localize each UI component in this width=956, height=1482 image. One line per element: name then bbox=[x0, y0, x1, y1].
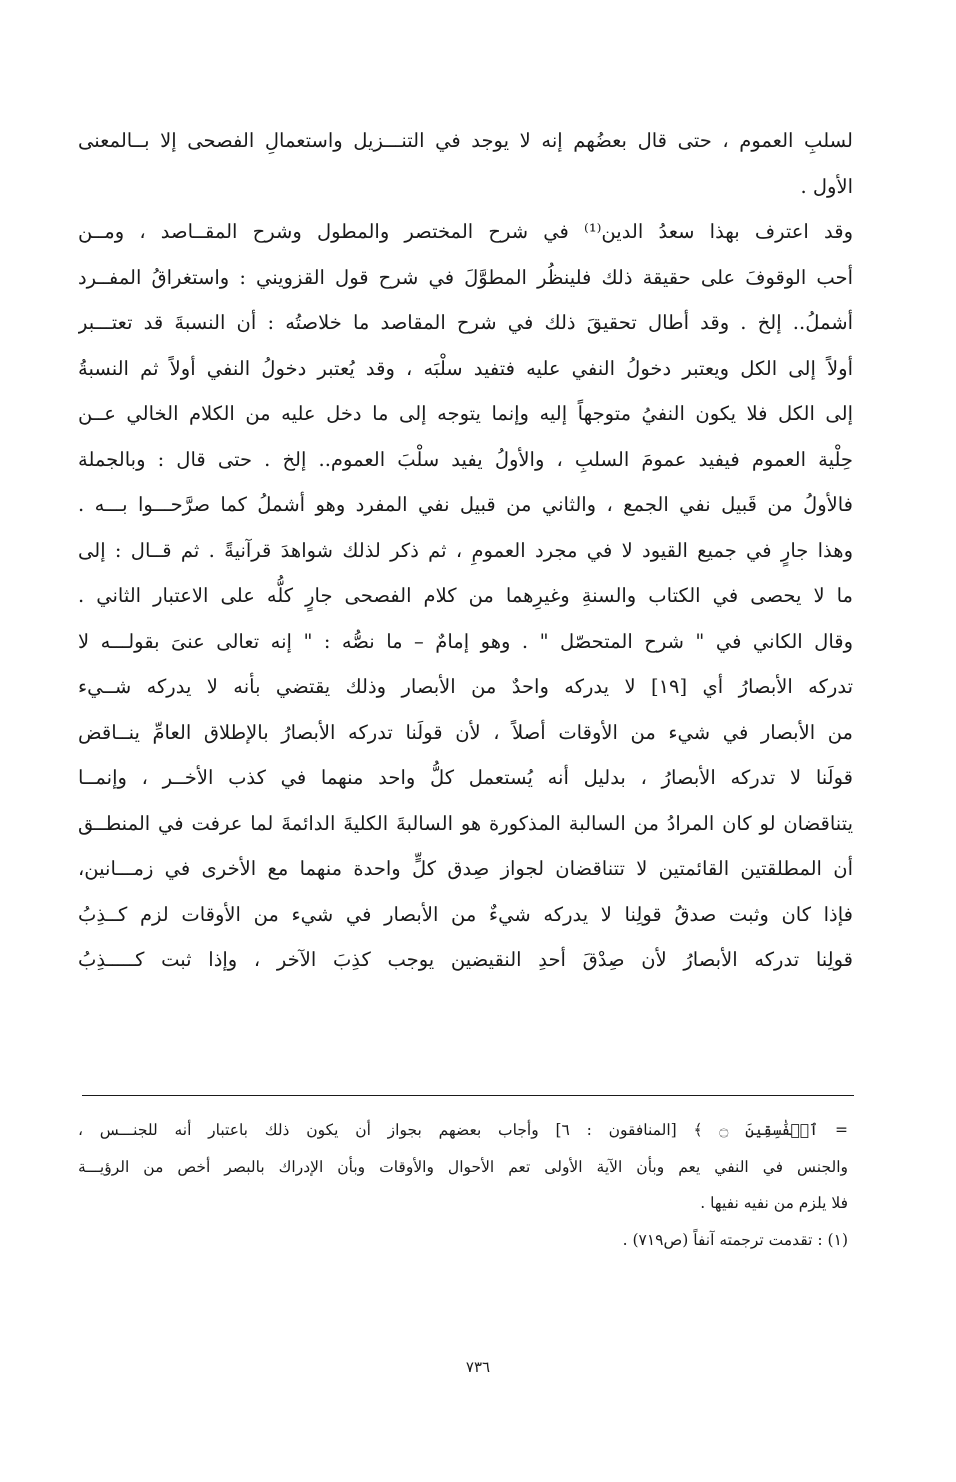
footnote-line: فلا يلزم من نفيه نفيها . bbox=[700, 1194, 848, 1212]
text-line: يتناقضان لو كان المرادُ من السالبة المذكورة هو السالبةَ الكليةَ الدائمةَ لما عرفت في المنطــق bbox=[78, 811, 853, 835]
text-line: أولاً إلى الكل ويعتبر دخولُ النفي عليه فتفيد سلْبَه ، وقد يُعتبر دخولُ النفي أولاً ثم النسبةُ bbox=[78, 356, 853, 380]
footnote-line: = ٱلۡفَٰسِقِينَ ۝ ﴾ [المنافقون : ٦] وأجاب بعضهم بجواز أن يكون ذلك باعتبار أنه للجنـــس ، bbox=[78, 1121, 848, 1139]
text-line: فإذا كان وثبت صدقُ قولِنا لا يدركه شيءٌ من الأبصار في شيء من الأوقات لزم كــذِبُ bbox=[78, 902, 853, 926]
text-line: الأول . bbox=[800, 174, 853, 198]
text-line: وقال الكاني في " شرح المتحصّل " . وهو إمامٌ – ما نصُّه : " إنه تعالى عنىَ بقولـــه لا bbox=[78, 629, 853, 653]
text-line: أن المطلقتين القائمتين لا تتناقضان لجواز صِدق كلٍّ واحدة منهما مع الأخرى في زمـــانين، bbox=[78, 857, 853, 880]
footnote-line: والجنس في النفي يعم وبأن الآية الأولى تعم الأحوال والأوقات وبأن الإدراك بالبصر أخص من الرؤيـــة bbox=[78, 1157, 848, 1176]
footnotes-block bbox=[78, 1112, 848, 1258]
text-line: وهذا جارٍ في جميع القيود لا في مجرد العمومِ ، ثم ذكر لذلك شواهدَ قرآنيةً . ثم قــال : إلى bbox=[78, 538, 853, 562]
text-line: حِلْية العموم فيفيد عمومَ السلبِ ، والأولُ يفيد سلْبَ العموم.. إلخ . حتى قال : وبالجملة bbox=[78, 447, 853, 471]
page-number: ٧٣٦ bbox=[465, 1358, 491, 1376]
text-line: فالأولُ من قَبيل نفي الجمع ، والثاني من قبيل نفي المفرد وهو أشملُ كما صرَّحـــوا بـــه . bbox=[78, 493, 853, 516]
text-line: قولَنا لا تدركه الأبصارُ ، بدليل أنه يُستعمل كلُّ واحد منهما في كذب الأخــر ، وإنمــا bbox=[78, 766, 853, 789]
footnote-divider bbox=[82, 1095, 854, 1096]
text-line: أشملُ.. إلخ . وقد أطال تحقيقَ ذلك في شرح المقاصد ما خلاصتُه : أن النسبةَ قد تعتـــبر bbox=[78, 311, 853, 334]
footnote-line: (١) : تقدمت ترجمته آنفاً (ص٧١٩) . bbox=[622, 1230, 848, 1249]
text-line: لسلبِ العموم ، حتى قال بعضُهم إنه لا يوجد في التنـــزيل واستعمالِ الفصحى إلا بــالمعنى bbox=[78, 129, 853, 152]
text-line: وقد اعترف بهذا سعدُ الدين⁽¹⁾ في شرح المختصر والمطول وشرح المقــاصد ، ومــن bbox=[78, 220, 853, 243]
text-line: إلى الكل فلا يكون النفيُ متوجهاً إليه وإنما يتوجه إلى ما دخل عليه من الكلام الخالي عــن bbox=[78, 402, 853, 425]
main-text-block bbox=[78, 118, 853, 983]
text-line: قولِنا تدركه الأبصارُ لأن صِدْقَ أحدِ النقيضين يوجب كذِبَ الآخر ، وإذا ثبت كـــــذِبُ bbox=[78, 948, 853, 971]
text-line: أحب الوقوفَ على حقيقة ذلك فلينظُر المطوَّلَ في شرح قول القزويني : واستغراقُ المفــرد bbox=[78, 265, 853, 289]
text-line: تدركه الأبصارُ أي [١٩] لا يدركه واحدٌ من الأبصار وذلك يقتضي بأنه لا يدركه شــيء bbox=[78, 675, 853, 698]
text-line: من الأبصار في شيء من الأوقات أصلاً ، لأن قولَنا تدركه الأبصارُ بالإطلاق العامِّ ينــاقض bbox=[78, 720, 853, 744]
text-line: ما لا يحصى في الكتاب والسنةِ وغيرِهما من كلام الفصحى جارٍ كلُّه على الاعتبار الثاني . bbox=[78, 584, 853, 607]
